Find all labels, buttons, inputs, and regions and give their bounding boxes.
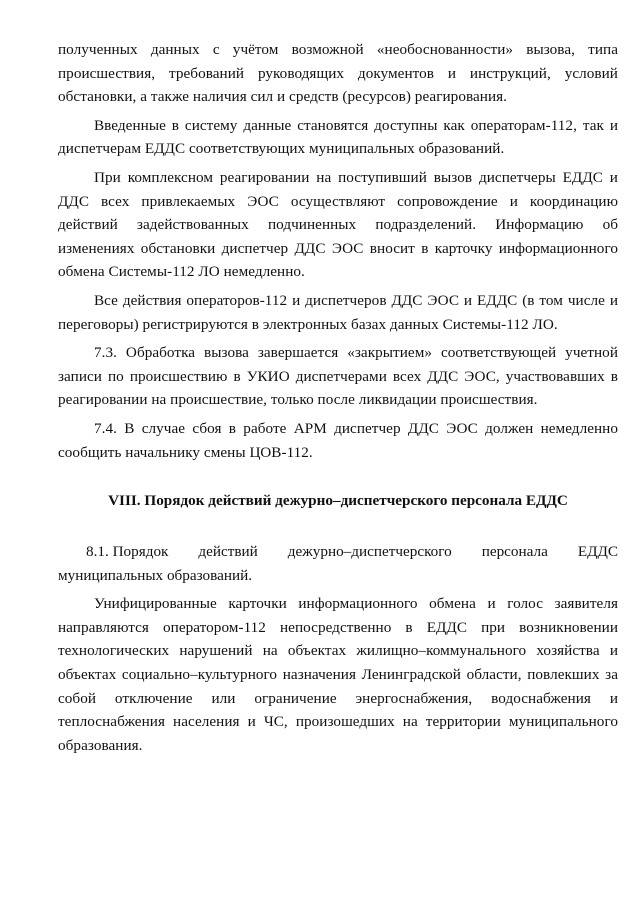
paragraph-records: Все действия операторов-112 и диспетчеров ДДС ЭОС и ЕДДС (в том числе и переговоры) регистрируются в электронных базах данных Системы-112 ЛО. — [58, 291, 618, 333]
paragraph-8-1-word: 8.1. Порядок — [86, 543, 169, 561]
paragraph-8-1-word: персонала — [481, 543, 548, 561]
paragraph-data-access: Введенные в систему данные становятся доступны как операторам-112, так и диспетчерам ЕДДС соответствующих муниципальных образований. — [58, 116, 618, 158]
paragraph-7-4: 7.4. В случае сбоя в работе АРМ диспетчер ДДС ЭОС должен немедленно сообщить начальнику смены ЦОВ-112. — [58, 419, 618, 461]
paragraph-unified-cards: Унифицированные карточки информационного обмена и голос заявителя направляются оператором-112 непосредственно в ЕДДС при возникновении технологических нарушений на объектах жилищно–коммунального хозяйства и объектах социально–культурного назначения Ленинградской области, повлекших за собой отключение или ограничение энергоснабжения, водоснабжения и теплоснабжения населения и ЧС, произошедших на территории муниципального образования. — [58, 595, 618, 754]
paragraph-8-1 — [58, 540, 618, 587]
paragraph-complex-response: При комплексном реагировании на поступивший вызов диспетчеры ЕДДС и ДДС всех привлекаемых ЭОС осуществляют сопровождение и координацию действий задействованных подчиненных подразделений. Информацию об изменениях обстановки диспетчер ДДС ЭОС вносит в карточку информационного обмена Системы-112 ЛО немедленно. — [58, 168, 618, 281]
paragraph-7-3: 7.3. Обработка вызова завершается «закрытием» соответствующей учетной записи по происшествию в УКИО диспетчерами всех ДДС ЭОС, участвовавших в реагировании на происшествие, только после ликвидации происшествия. — [58, 344, 618, 409]
paragraph-8-1-end: муниципальных образований. — [58, 566, 252, 584]
paragraph-8-1-word: дежурно–диспетчерского — [287, 543, 452, 561]
paragraph-8-1-first-line — [58, 540, 618, 564]
paragraph-8-1-word: ЕДДС — [577, 543, 618, 561]
section-heading: VIII. Порядок действий дежурно–диспетчерского персонала ЕДДС — [108, 492, 568, 510]
document-page — [58, 38, 618, 762]
paragraph-continuation: полученных данных с учётом возможной «необоснованности» вызова, типа происшествия, требований руководящих документов и инструкций, условий обстановки, а также наличия сил и средств (ресурсов) реагирования. — [58, 41, 618, 106]
paragraph-8-1-word: действий — [198, 543, 258, 561]
